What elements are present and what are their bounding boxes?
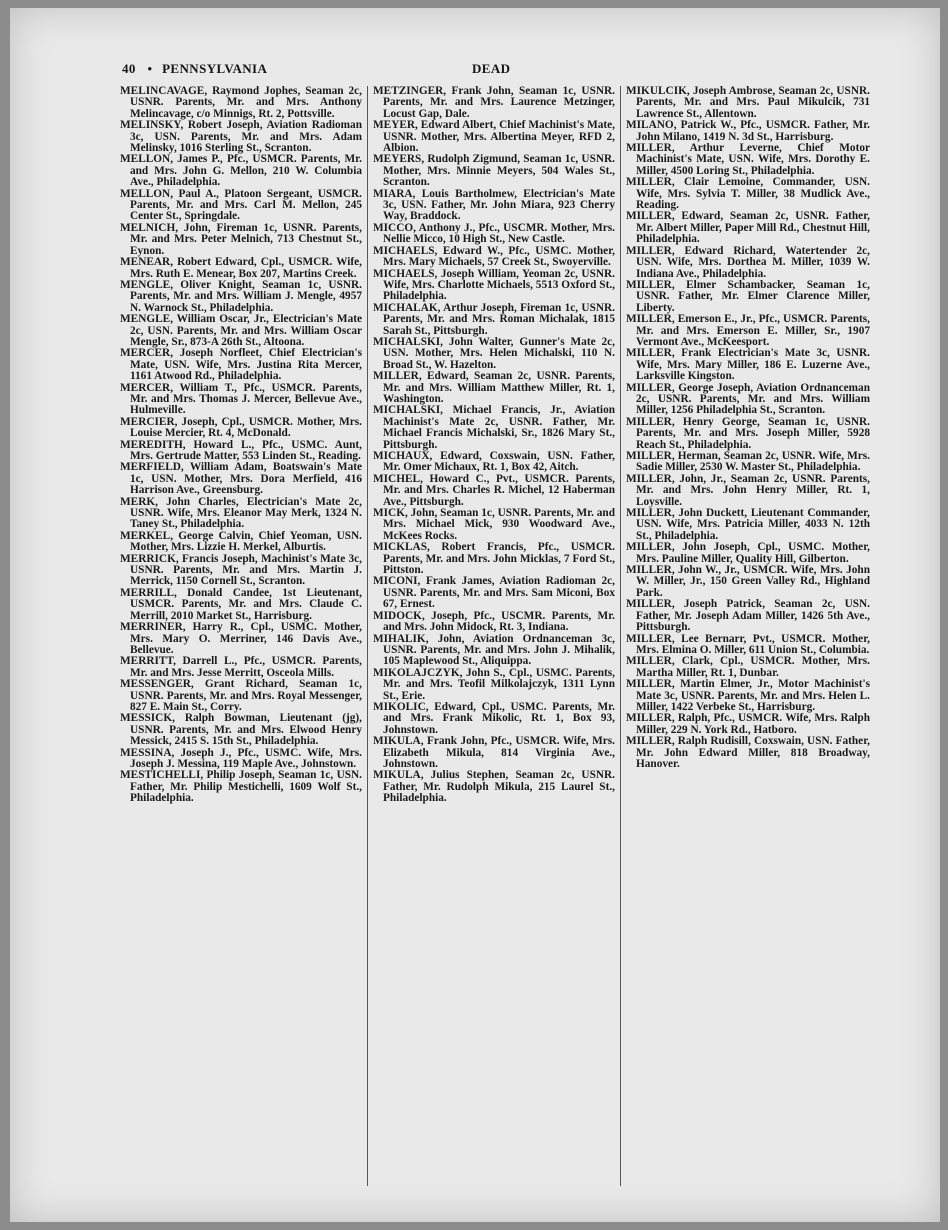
casualty-entry: MIHALIK, John, Aviation Ordnanceman 3c, USNR. Parents, Mr. and Mrs. John J. Mihalik, 105 Maplewood St., Aliquippa. [373, 632, 615, 668]
column-divider [620, 86, 621, 1186]
casualty-entry: MERFIELD, William Adam, Boatswain's Mate 1c, USN. Mother, Mrs. Dora Merfield, 416 Harrison Ave., Greensburg. [120, 461, 362, 497]
casualty-entry: MELINSKY, Robert Joseph, Aviation Radioman 3c, USN. Parents, Mr. and Mrs. Adam Melinsky, 1016 Sterling St., Scranton. [120, 119, 362, 155]
casualty-entry: MICCO, Anthony J., Pfc., USCMR. Mother, Mrs. Nellie Micco, 10 High St., New Castle. [373, 221, 615, 246]
casualty-entry: MILLER, Emerson E., Jr., Pfc., USMCR. Parents, Mr. and Mrs. Emerson E. Miller, Sr., 1907 Vermont Ave., McKeesport. [626, 313, 870, 348]
casualty-entry: MILLER, John Duckett, Lieutenant Commander, USN. Wife, Mrs. Patricia Miller, 4033 N. 12th St., Philadelphia. [626, 507, 870, 542]
casualty-entry: MIKULA, Julius Stephen, Seaman 2c, USNR. Father, Mr. Rudolph Mikula, 215 Laurel St., Philadelphia. [373, 769, 615, 805]
casualty-entry: MERRINER, Harry R., Cpl., USMC. Mother, Mrs. Mary O. Merriner, 146 Davis Ave., Bellevue. [120, 621, 362, 656]
casualty-entry: MICHALSKI, Michael Francis, Jr., Aviation Machinist's Mate 2c, USNR. Father, Mr. Michael Francis Michalski, Sr., 1826 Mary St., Pittsburgh. [373, 404, 615, 451]
section-title: DEAD [472, 61, 511, 76]
casualty-entry: MILLER, Ralph, Pfc., USMCR. Wife, Mrs. Ralph Miller, 229 N. York Rd., Hatboro. [626, 712, 870, 736]
casualty-entry: MERCER, Joseph Norfleet, Chief Electrician's Mate, USN. Wife, Mrs. Justina Rita Mercer, 1161 Atwood Rd., Philadelphia. [120, 347, 362, 383]
casualty-entry: MILLER, Herman, Seaman 2c, USNR. Wife, Mrs. Sadie Miller, 2530 W. Master St., Philadelphia. [626, 450, 870, 474]
casualty-entry: MEREDITH, Howard L., Pfc., USMC. Aunt, Mrs. Gertrude Matter, 553 Linden St., Reading. [120, 438, 362, 462]
casualty-entry: MICHAELS, Edward W., Pfc., USMC. Mother, Mrs. Mary Michaels, 57 Creek St., Swoyerville. [373, 244, 615, 269]
casualty-entry: MIKULCIK, Joseph Ambrose, Seaman 2c, USNR. Parents, Mr. and Mrs. Paul Mikulcik, 731 Lawrence St., Allentown. [626, 85, 870, 120]
casualty-entry: MICHAUX, Edward, Coxswain, USN. Father, Mr. Omer Michaux, Rt. 1, Box 42, Aitch. [373, 450, 615, 474]
casualty-entry: MILLER, Frank Electrician's Mate 3c, USNR. Wife, Mrs. Mary Miller, 186 E. Luzerne Ave., Larksville Kingston. [626, 347, 870, 383]
casualty-entry: MERRITT, Darrell L., Pfc., USMCR. Parents, Mr. and Mrs. Jesse Merritt, Osceola Mills. [120, 655, 362, 679]
casualty-entry: MILLER, Joseph Patrick, Seaman 2c, USN. Father, Mr. Joseph Adam Miller, 1426 5th Ave., Pittsburgh. [626, 598, 870, 634]
casualty-entry: MILLER, Martin Elmer, Jr., Motor Machinist's Mate 3c, USNR. Parents, Mr. and Mrs. Helen L. Miller, 1422 Verbeke St., Harrisburg. [626, 678, 870, 713]
page-header [122, 61, 877, 79]
column-divider [367, 86, 368, 1186]
casualty-entry: MILLER, Ralph Rudisill, Coxswain, USN. Father, Mr. John Edward Miller, 818 Broadway, Hanover. [626, 735, 870, 770]
page-number: 40 [122, 61, 136, 76]
casualty-entry: MILLER, John W., Jr., USMCR. Wife, Mrs. John W. Miller, Jr., 150 Green Valley Rd., Highland Park. [626, 564, 870, 599]
casualty-entry: MESTICHELLI, Philip Joseph, Seaman 1c, USN. Father, Mr. Philip Mestichelli, 1609 Wolf St., Philadelphia. [120, 769, 362, 805]
casualty-entry: MILANO, Patrick W., Pfc., USMCR. Father, Mr. John Milano, 1419 N. 3d St., Harrisburg. [626, 119, 870, 143]
casualty-entry: MILLER, Henry George, Seaman 1c, USNR. Parents, Mr. and Mrs. Joseph Miller, 5928 Reach St., Philadelphia. [626, 415, 870, 451]
entry-columns [120, 86, 880, 1196]
casualty-entry: MERRICK, Francis Joseph, Machinist's Mate 3c, USNR. Parents, Mr. and Mrs. Martin J. Merrick, 1150 Cornell St., Scranton. [120, 552, 362, 588]
document-page [10, 8, 940, 1222]
casualty-entry: MICHALSKI, John Walter, Gunner's Mate 2c, USN. Mother, Mrs. Helen Michalski, 110 N. Broad St., W. Hazelton. [373, 335, 615, 371]
casualty-entry: MIKULA, Frank John, Pfc., USMCR. Wife, Mrs. Elizabeth Mikula, 814 Virginia Ave., Johnstown. [373, 735, 615, 770]
casualty-entry: MELNICH, John, Fireman 1c, USNR. Parents, Mr. and Mrs. Peter Melnich, 713 Chestnut St., Eynon. [120, 221, 362, 257]
state-name: PENNSYLVANIA [162, 61, 268, 76]
casualty-entry: MICONI, Frank James, Aviation Radioman 2c, USNR. Parents, Mr. and Mrs. Sam Miconi, Box 67, Ernest. [373, 575, 615, 611]
casualty-entry: MERK, John Charles, Electrician's Mate 2c, USNR. Wife, Mrs. Eleanor May Merk, 1324 N. Taney St., Philadelphia. [120, 495, 362, 531]
column-2 [373, 86, 615, 1186]
casualty-entry: MEYER, Edward Albert, Chief Machinist's Mate, USNR. Mother, Mrs. Albertina Meyer, RFD 2, Albion. [373, 119, 615, 155]
bullet-separator: • [147, 61, 153, 76]
casualty-entry: MILLER, Arthur Leverne, Chief Motor Machinist's Mate, USN. Wife, Mrs. Dorothy E. Miller, 4500 Loring St., Philadelphia. [626, 142, 870, 177]
casualty-entry: MERCER, William T., Pfc., USMCR. Parents, Mr. and Mrs. Thomas J. Mercer, Bellevue Ave., Hulmeville. [120, 381, 362, 417]
casualty-entry: MILLER, Edward, Seaman 2c, USNR. Parents, Mr. and Mrs. William Matthew Miller, Rt. 1, Washington. [373, 370, 615, 405]
casualty-entry: MICKLAS, Robert Francis, Pfc., USMCR. Parents, Mr. and Mrs. John Micklas, 7 Ford St., Pittston. [373, 541, 615, 577]
casualty-entry: MILLER, Lee Bernarr, Pvt., USMCR. Mother, Mrs. Elmina O. Miller, 611 Union St., Columbia. [626, 632, 870, 656]
casualty-entry: MILLER, Edward, Seaman 2c, USNR. Father, Mr. Albert Miller, Paper Mill Rd., Chestnut Hill, Philadelphia. [626, 210, 870, 246]
casualty-entry: MESSINA, Joseph J., Pfc., USMC. Wife, Mrs. Joseph J. Messina, 119 Maple Ave., Johnstown. [120, 746, 362, 770]
column-3 [626, 86, 870, 1186]
casualty-entry: MICHALAK, Arthur Joseph, Fireman 1c, USNR. Parents, Mr. and Mrs. Roman Michalak, 1815 Sarah St., Pittsburgh. [373, 301, 615, 337]
casualty-entry: MENGLE, William Oscar, Jr., Electrician's Mate 2c, USN. Parents, Mr. and Mrs. William Oscar Mengle, Sr., 873-A 26th St., Altoona. [120, 313, 362, 348]
casualty-entry: MILLER, John, Jr., Seaman 2c, USNR. Parents, Mr. and Mrs. John Henry Miller, Rt. 1, Loysville. [626, 472, 870, 508]
header-left [122, 61, 267, 77]
casualty-entry: MELLON, Paul A., Platoon Sergeant, USMCR. Parents, Mr. and Mrs. Carl M. Mellon, 245 Center St., Springdale. [120, 187, 362, 223]
casualty-entry: MILLER, Edward Richard, Watertender 2c, USN. Wife, Mrs. Dorthea M. Miller, 1039 W. Indiana Ave., Philadelphia. [626, 244, 870, 280]
casualty-entry: MIKOLAJCZYK, John S., Cpl., USMC. Parents, Mr. and Mrs. Teofil Milkolajczyk, 1311 Lynn St., Erie. [373, 666, 615, 702]
casualty-entry: MICK, John, Seaman 1c, USNR. Parents, Mr. and Mrs. Michael Mick, 930 Woodward Ave., McKees Rocks. [373, 507, 615, 542]
casualty-entry: MIKOLIC, Edward, Cpl., USMC. Parents, Mr. and Mrs. Frank Mikolic, Rt. 1, Box 93, Johnstown. [373, 700, 615, 736]
casualty-entry: MEYERS, Rudolph Zigmund, Seaman 1c, USNR. Mother, Mrs. Minnie Meyers, 504 Wales St., Scranton. [373, 153, 615, 189]
casualty-entry: MIARA, Louis Bartholmew, Electrician's Mate 3c, USN. Father, Mr. John Miara, 923 Cherry Way, Braddock. [373, 187, 615, 223]
column-1 [120, 86, 362, 1186]
casualty-entry: METZINGER, Frank John, Seaman 1c, USNR. Parents, Mr. and Mrs. Laurence Metzinger, Locust Gap, Dale. [373, 85, 615, 120]
casualty-entry: MILLER, Elmer Schambacker, Seaman 1c, USNR. Father, Mr. Elmer Clarence Miller, Liberty. [626, 278, 870, 314]
casualty-entry: MILLER, John Joseph, Cpl., USMC. Mother, Mrs. Pauline Miller, Quality Hill, Gilberton. [626, 541, 870, 565]
casualty-entry: MELINCAVAGE, Raymond Jophes, Seaman 2c, USNR. Parents, Mr. and Mrs. Anthony Melincavage, c/o Minnigs, Rt. 2, Pottsville. [120, 85, 362, 120]
casualty-entry: MILLER, Clair Lemoine, Commander, USN. Wife, Mrs. Sylvia T. Miller, 38 Mudlick Ave., Reading. [626, 176, 870, 212]
casualty-entry: MILLER, Clark, Cpl., USMCR. Mother, Mrs. Martha Miller, Rt. 1, Dunbar. [626, 655, 870, 679]
casualty-entry: MENGLE, Oliver Knight, Seaman 1c, USNR. Parents, Mr. and Mrs. William J. Mengle, 4957 N. Warnock St., Philadelphia. [120, 278, 362, 314]
casualty-entry: MICHEL, Howard C., Pvt., USMCR. Parents, Mr. and Mrs. Charles R. Michel, 12 Haberman Ave., Pittsburgh. [373, 472, 615, 508]
casualty-entry: MERRILL, Donald Candee, 1st Lieutenant, USMCR. Parents, Mr. and Mrs. Claude C. Merrill, 2010 Market St., Harrisburg. [120, 586, 362, 622]
casualty-entry: MICHAELS, Joseph William, Yeoman 2c, USNR. Wife, Mrs. Charlotte Michaels, 5513 Oxford St., Philadelphia. [373, 267, 615, 303]
casualty-entry: MILLER, George Joseph, Aviation Ordnanceman 2c, USNR. Parents, Mr. and Mrs. William Miller, 1256 Philadelphia St., Scranton. [626, 381, 870, 417]
casualty-entry: MENEAR, Robert Edward, Cpl., USMCR. Wife, Mrs. Ruth E. Menear, Box 207, Martins Creek. [120, 256, 362, 280]
casualty-entry: MESSICK, Ralph Bowman, Lieutenant (jg), USNR. Parents, Mr. and Mrs. Elwood Henry Messick, 2415 S. 15th St., Philadelphia. [120, 712, 362, 748]
casualty-entry: MIDOCK, Joseph, Pfc., USCMR. Parents, Mr. and Mrs. John Midock, Rt. 3, Indiana. [373, 609, 615, 634]
casualty-entry: MERCIER, Joseph, Cpl., USMCR. Mother, Mrs. Louise Mercier, Rt. 4, McDonald. [120, 415, 362, 440]
casualty-entry: MESSENGER, Grant Richard, Seaman 1c, USNR. Parents, Mr. and Mrs. Royal Messenger, 827 E. Main St., Corry. [120, 678, 362, 713]
casualty-entry: MERKEL, George Calvin, Chief Yeoman, USN. Mother, Mrs. Lizzie H. Merkel, Alburtis. [120, 529, 362, 554]
casualty-entry: MELLON, James P., Pfc., USMCR. Parents, Mr. and Mrs. John G. Mellon, 210 W. Columbia Ave., Philadelphia. [120, 153, 362, 189]
